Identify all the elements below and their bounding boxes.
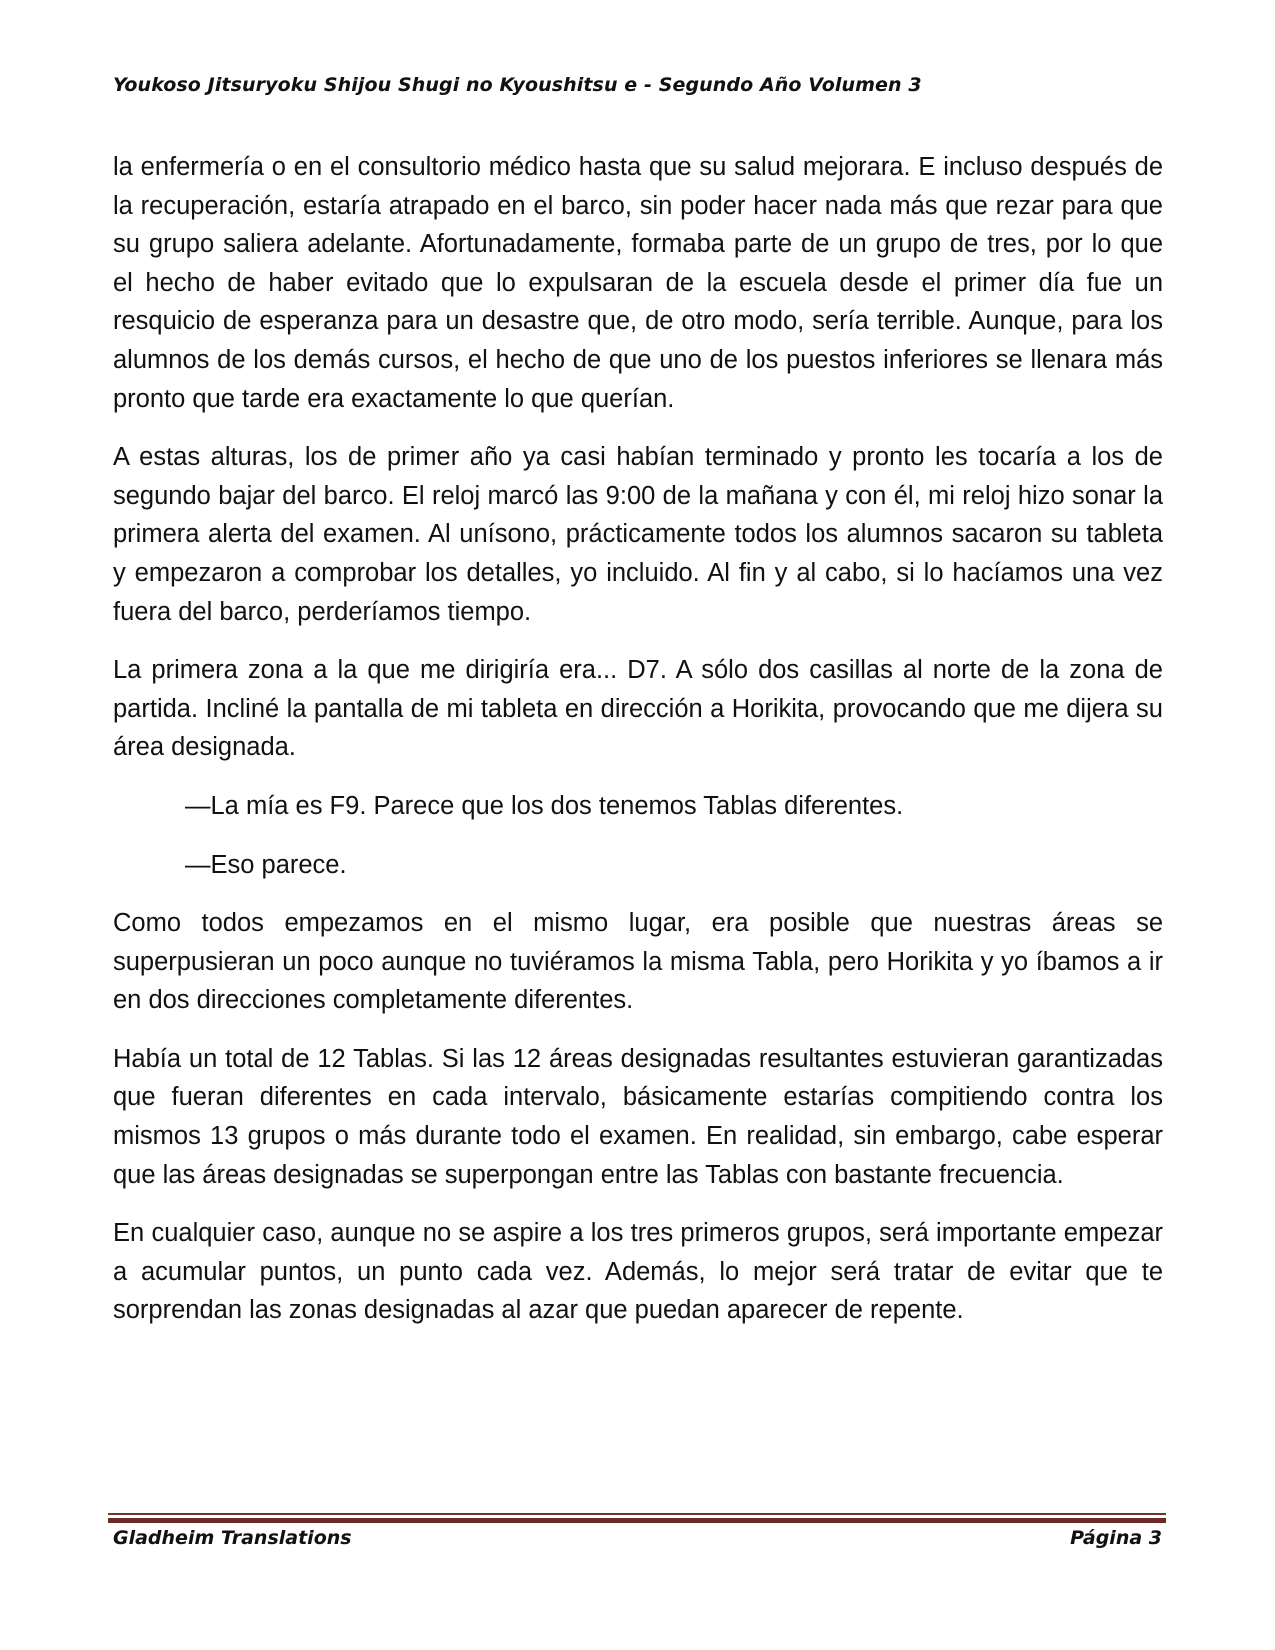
paragraph: Como todos empezamos en el mismo lugar, era posible que nuestras áreas se superpusieran un poco aunque no tuviéramos la misma Tabla, pero Horikita y yo íbamos a ir en dos direcciones completamente diferentes. [113,909,1163,1015]
paragraph: En cualquier caso, aunque no se aspire a los tres primeros grupos, será importante empezar a acumular puntos, un punto cada vez. Además, lo mejor será tratar de evitar que te sorprendan las zonas designadas al azar que puedan aparecer de repente. [113,1219,1163,1325]
dialogue-line: —La mía es F9. Parece que los dos tenemos Tablas diferentes. [185,791,904,820]
footer-divider-thin-line [108,1513,1166,1515]
running-header-title: Youkoso Jitsuryoku Shijou Shugi no Kyoushitsu e - Segundo Año Volumen 3 [113,74,922,96]
footer-translator-credit: Gladheim Translations [113,1527,352,1549]
paragraph: Había un total de 12 Tablas. Si las 12 áreas designadas resultantes estuvieran garantizadas que fueran diferentes en cada intervalo, básicamente estarías compitiendo contra los mismos 13 grupos o más durante todo el examen. En realidad, sin embargo, cabe esperar que las áreas designadas se superpongan entre las Tablas con bastante frecuencia. [113,1044,1163,1189]
body-text [113,148,1163,1330]
paragraph: A estas alturas, los de primer año ya casi habían terminado y pronto les tocaría a los de segundo bajar del barco. El reloj marcó las 9:00 de la mañana y con él, mi reloj hizo sonar la primera alerta del examen. Al unísono, prácticamente todos los alumnos sacaron su tableta y empezaron a comprobar los detalles, yo incluido. Al fin y al cabo, si lo hacíamos una vez fuera del barco, perderíamos tiempo. [113,443,1163,626]
paragraph: La primera zona a la que me dirigiría era... D7. A sólo dos casillas al norte de la zona de partida. Incliné la pantalla de mi tableta en dirección a Horikita, provocando que me dijera su área designada. [113,656,1163,762]
footer-page-number: Página 3 [1070,1527,1162,1549]
dialogue-line: —Eso parece. [185,850,347,879]
paragraph: la enfermería o en el consultorio médico hasta que su salud mejorara. E incluso después de la recuperación, estaría atrapado en el barco, sin poder hacer nada más que rezar para que su grupo saliera adelante. Afortunadamente, formaba parte de un grupo de tres, por lo que el hecho de haber evitado que lo expulsaran de la escuela desde el primer día fue un resquicio de esperanza para un desastre que, de otro modo, sería terrible. Aunque, para los alumnos de los demás cursos, el hecho de que uno de los puestos inferiores se llenara más pronto que tarde era exactamente lo que querían. [113,153,1163,413]
footer-divider-thick-line [108,1518,1166,1523]
